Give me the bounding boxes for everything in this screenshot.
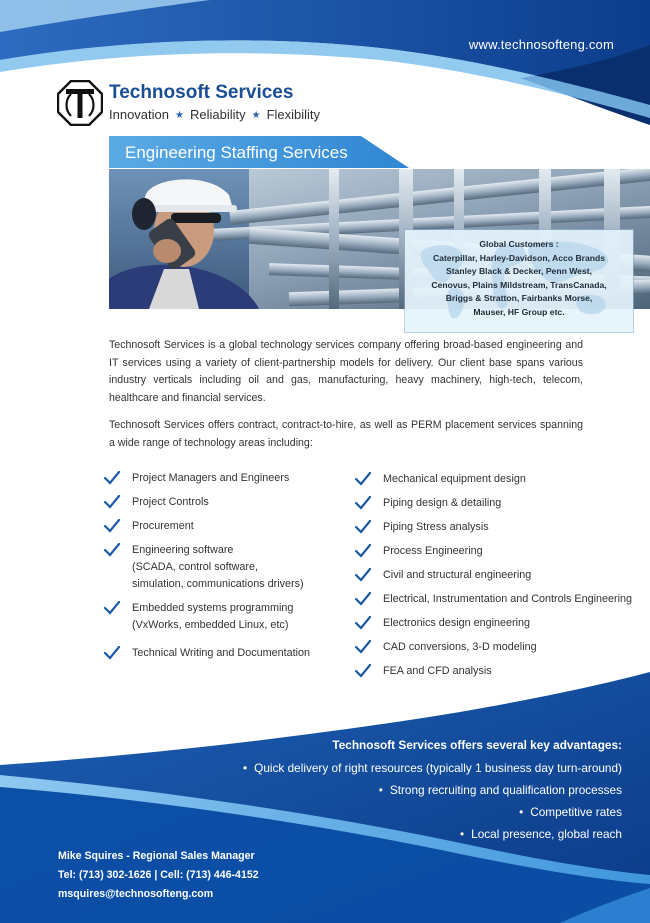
checkmark-icon [355, 544, 371, 558]
advantage-label: Local presence, global reach [471, 827, 622, 841]
bullet-icon: • [519, 805, 524, 819]
checkmark-icon [104, 601, 120, 615]
service-label: Procurement [132, 520, 194, 532]
service-label: FEA and CFD analysis [383, 665, 492, 677]
contact-phones[interactable]: Tel: (713) 302-1626 | Cell: (713) 446-4152 [58, 869, 259, 881]
checkmark-icon [355, 616, 371, 630]
checkmark-icon [104, 471, 120, 485]
service-label: Mechanical equipment design [383, 473, 526, 485]
star-icon: ★ [175, 110, 184, 121]
checkmark-icon [104, 646, 120, 660]
customers-line: Cenovus, Plains Mildstream, TransCanada, [431, 279, 607, 290]
checkmark-icon [355, 568, 371, 582]
intro-paragraph: Technosoft Services is a global technology services company offering broad-based engineering and IT services using a variety of client-partnership models for delivery. Our client base spans various industry verticals including oil and gas, manufacturing, heavy machinery, high-tech, telecom, healthcare and financial services. [109, 339, 583, 404]
checkmark-icon [355, 664, 371, 678]
advantage-item [243, 761, 622, 775]
tagline-word: Innovation [109, 107, 169, 122]
checkmark-icon [355, 520, 371, 534]
service-label: Engineering software [132, 544, 234, 556]
advantages-title: Technosoft Services offers several key advantages: [332, 738, 622, 752]
service-sublabel: simulation, communications drivers) [132, 578, 304, 590]
advantage-label: Competitive rates [530, 805, 622, 819]
checkmark-icon [104, 543, 120, 557]
checkmark-icon [355, 592, 371, 606]
checkmark-icon [104, 519, 120, 533]
global-customers-box [405, 230, 633, 332]
service-sublabel: (SCADA, control software, [132, 561, 259, 573]
customers-line: Stanley Black & Decker, Penn West, [445, 266, 592, 276]
service-label: CAD conversions, 3-D modeling [383, 641, 537, 653]
checkmark-icon [355, 640, 371, 654]
contact-email[interactable]: msquires@technosofteng.com [58, 888, 214, 900]
advantage-item [519, 805, 622, 819]
customers-line: Briggs & Stratton, Fairbanks Morse, [445, 293, 593, 303]
bullet-icon: • [460, 827, 465, 841]
customers-line: Caterpillar, Harley-Davidson, Acco Brands [432, 252, 606, 263]
service-label: Process Engineering [383, 545, 483, 557]
bullet-icon: • [243, 761, 248, 775]
service-label: Project Controls [132, 496, 209, 508]
section-title: Engineering Staffing Services [125, 143, 348, 162]
website-url[interactable]: www.technosofteng.com [468, 37, 614, 52]
tagline [109, 107, 320, 122]
service-label: Project Managers and Engineers [132, 472, 290, 484]
tagline-word: Reliability [189, 107, 246, 122]
customers-text [405, 238, 633, 319]
service-sublabel: (VxWorks, embedded Linux, etc) [132, 619, 289, 631]
technosoft-logo-icon [57, 80, 103, 126]
customers-line: Mauser, HF Group etc. [473, 306, 565, 317]
advantage-item [379, 783, 622, 797]
service-label: Electronics design engineering [383, 617, 531, 629]
checkmark-icon [355, 472, 371, 486]
advantage-label: Quick delivery of right resources (typically 1 business day turn-around) [254, 761, 622, 775]
advantage-label: Strong recruiting and qualification processes [389, 783, 622, 797]
service-label: Piping Stress analysis [383, 521, 489, 533]
company-name: Technosoft Services [109, 82, 294, 103]
bullet-icon: • [378, 783, 383, 797]
service-label: Embedded systems programming [132, 602, 294, 614]
star-icon: ★ [251, 110, 261, 121]
service-label: Piping design & detailing [383, 497, 502, 509]
customers-title: Global Customers : [479, 239, 559, 249]
advantage-item [460, 827, 622, 841]
checkmark-icon [104, 495, 120, 509]
services-intro-paragraph: Technosoft Services offers contract, contract-to-hire, as well as PERM placement services spanning a wide range of technology areas including: [109, 419, 583, 449]
contact-name: Mike Squires - Regional Sales Manager [58, 850, 255, 862]
service-label: Electrical, Instrumentation and Controls Engineering [383, 593, 633, 605]
tagline-word: Flexibility [266, 107, 321, 122]
checkmark-icon [355, 496, 371, 510]
service-label: Civil and structural engineering [383, 569, 532, 581]
service-label: Technical Writing and Documentation [132, 647, 311, 659]
